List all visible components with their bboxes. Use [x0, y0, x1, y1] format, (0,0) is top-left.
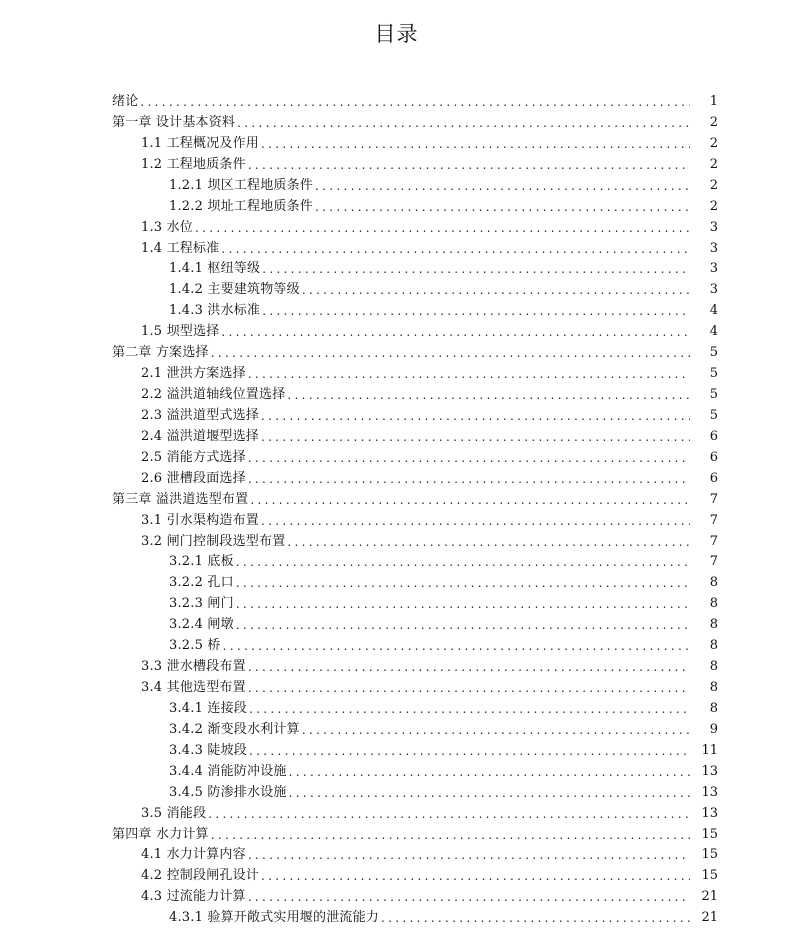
toc-entry-label: 2.3 溢洪道型式选择 [141, 407, 260, 423]
toc-entry[interactable] [169, 592, 718, 612]
toc-entry-label: 1.1 工程概况及作用 [141, 135, 260, 151]
toc-entry[interactable] [112, 488, 718, 508]
toc-entry[interactable] [141, 655, 718, 675]
toc-leader-dots [248, 847, 690, 863]
toc-entry-page-number: 3 [709, 219, 718, 235]
toc-entry[interactable] [141, 132, 718, 152]
toc-leader-dots [302, 722, 690, 738]
toc-entry[interactable] [112, 823, 718, 843]
toc-entry[interactable] [141, 802, 718, 822]
toc-entry-page-number: 1 [709, 94, 718, 109]
toc-entry[interactable] [141, 530, 718, 550]
toc-leader-dots [315, 178, 690, 194]
toc-entry-page-number: 21 [701, 889, 718, 905]
toc-entry-label: 2.2 溢洪道轴线位置选择 [141, 387, 286, 403]
toc-entry[interactable] [141, 509, 718, 529]
toc-leader-dots [249, 701, 690, 717]
toc-entry-label: 4.3 过流能力计算 [141, 889, 246, 905]
toc-entry-label: 3.3 泄水槽段布置 [141, 659, 246, 675]
toc-entry[interactable] [141, 237, 718, 257]
toc-entry-page-number: 5 [709, 407, 718, 423]
toc-entry[interactable] [169, 613, 718, 633]
toc-leader-dots [289, 764, 690, 780]
toc-leader-dots [261, 868, 690, 884]
toc-entry[interactable] [169, 299, 718, 319]
toc-leader-dots [248, 450, 690, 466]
toc-entry[interactable] [169, 550, 718, 570]
toc-entry[interactable] [141, 320, 718, 340]
toc-entry[interactable] [169, 697, 718, 717]
toc-entry-label: 第三章 溢洪道选型布置 [112, 491, 249, 507]
toc-entry-label: 1.2.2 坝址工程地质条件 [169, 198, 314, 214]
toc-entry[interactable] [141, 216, 718, 236]
toc-entry-page-number: 5 [709, 345, 718, 361]
toc-leader-dots [261, 136, 690, 152]
toc-leader-dots [249, 743, 690, 759]
toc-entry-page-number: 15 [701, 847, 718, 863]
toc-entry-label: 3.4.2 渐变段水利计算 [169, 721, 300, 737]
toc-entry-label: 3.2.5 桥 [169, 638, 221, 654]
toc-entry-page-number: 7 [709, 512, 718, 528]
toc-leader-dots [221, 241, 690, 257]
toc-leader-dots [248, 889, 690, 905]
toc-entry-label: 3.2.1 底板 [169, 554, 234, 570]
toc-entry-page-number: 7 [709, 554, 718, 570]
toc-entry-page-number: 13 [701, 805, 718, 821]
toc-leader-dots [287, 387, 690, 403]
toc-leader-dots [140, 94, 690, 110]
toc-leader-dots [289, 785, 690, 801]
toc-entry-page-number: 7 [709, 533, 718, 549]
toc-entry-label: 3.1 引水渠构造布置 [141, 512, 260, 528]
toc-entry[interactable] [141, 383, 718, 403]
toc-entry-page-number: 8 [709, 700, 718, 716]
toc-entry[interactable] [169, 257, 718, 277]
toc-leader-dots [248, 157, 690, 173]
toc-entry-page-number: 3 [709, 240, 718, 256]
toc-leader-dots [287, 534, 690, 550]
toc-leader-dots [237, 115, 690, 131]
toc-entry-label: 3.5 消能段 [141, 805, 207, 821]
toc-leader-dots [250, 492, 690, 508]
toc-leader-dots [262, 261, 690, 277]
toc-entry[interactable] [169, 174, 718, 194]
toc-leader-dots [221, 324, 690, 340]
toc-entry-label: 3.4.5 防渗排水设施 [169, 784, 287, 800]
toc-entry[interactable] [112, 90, 718, 110]
toc-entry-page-number: 4 [709, 324, 718, 340]
toc-leader-dots [211, 345, 690, 361]
toc-entry-label: 1.4.1 枢纽等级 [169, 261, 261, 277]
toc-entry-label: 2.5 消能方式选择 [141, 449, 246, 465]
toc-entry[interactable] [169, 718, 718, 738]
toc-entry-label: 3.4.1 连接段 [169, 700, 248, 716]
toc-entry-page-number: 21 [701, 910, 718, 926]
toc-leader-dots [248, 366, 690, 382]
toc-entry-page-number: 8 [709, 596, 718, 612]
toc-entry-label: 2.4 溢洪道堰型选择 [141, 428, 260, 444]
toc-leader-dots [261, 408, 690, 424]
toc-leader-dots [195, 220, 690, 236]
toc-entry-page-number: 6 [709, 470, 718, 486]
toc-entry-page-number: 8 [709, 659, 718, 675]
toc-entry-label: 1.4.2 主要建筑物等级 [169, 282, 300, 298]
toc-entry[interactable] [169, 278, 718, 298]
toc-entry-page-number: 2 [709, 198, 718, 214]
toc-leader-dots [236, 575, 690, 591]
toc-leader-dots [262, 303, 690, 319]
toc-entry[interactable] [141, 864, 718, 884]
toc-entry-label: 1.2.1 坝区工程地质条件 [169, 177, 314, 193]
toc-entry-label: 4.3.1 验算开敞式实用堰的泄流能力 [169, 910, 380, 926]
toc-leader-dots [223, 638, 690, 654]
toc-entry-page-number: 15 [701, 868, 718, 884]
toc-entry[interactable] [169, 634, 718, 654]
toc-entry-page-number: 7 [709, 491, 718, 507]
toc-entry-label: 3.4 其他选型布置 [141, 680, 246, 696]
toc-entry-page-number: 8 [709, 638, 718, 654]
toc-entry-page-number: 13 [701, 763, 718, 779]
toc-leader-dots [236, 554, 690, 570]
toc-entry[interactable] [169, 739, 718, 759]
toc-entry[interactable] [141, 843, 718, 863]
toc-entry-page-number: 6 [709, 449, 718, 465]
toc-entry-label: 1.3 水位 [141, 219, 194, 235]
toc-entry[interactable] [141, 404, 718, 424]
toc-entry-page-number: 3 [709, 282, 718, 298]
toc-entry-label: 1.2 工程地质条件 [141, 156, 246, 172]
toc-entry-label: 1.4 工程标准 [141, 240, 220, 256]
toc-entry-label: 第二章 方案选择 [112, 345, 209, 361]
toc-leader-dots [236, 596, 690, 612]
toc-leader-dots [248, 659, 690, 675]
toc-entry[interactable] [141, 362, 718, 382]
toc-entry-label: 第四章 水力计算 [112, 826, 209, 842]
toc-leader-dots [261, 513, 690, 529]
toc-entry-label: 3.4.3 陡坡段 [169, 742, 248, 758]
toc-entry[interactable] [141, 446, 718, 466]
toc-leader-dots [248, 471, 690, 487]
toc-entry-label: 3.2.4 闸墩 [169, 617, 234, 633]
toc-entry[interactable] [112, 111, 718, 131]
toc-leader-dots [248, 680, 690, 696]
toc-entry-page-number: 8 [709, 575, 718, 591]
toc-entry[interactable] [112, 341, 718, 361]
toc-leader-dots [236, 617, 690, 633]
toc-entry-page-number: 11 [701, 742, 718, 758]
toc-leader-dots [211, 827, 690, 843]
toc-entry[interactable] [141, 153, 718, 173]
toc-entry-page-number: 5 [709, 387, 718, 403]
toc-entry-page-number: 2 [709, 177, 718, 193]
toc-entry-page-number: 6 [709, 428, 718, 444]
toc-leader-dots [381, 910, 690, 926]
toc-leader-dots [208, 806, 690, 822]
toc-entry-label: 绪论 [112, 94, 139, 109]
toc-entry[interactable] [169, 571, 718, 591]
toc-entry[interactable] [169, 906, 718, 926]
toc-entry[interactable] [141, 885, 718, 905]
toc-leader-dots [261, 429, 690, 445]
toc-entry[interactable] [141, 425, 718, 445]
toc-entry-page-number: 9 [709, 721, 718, 737]
toc-entry-page-number: 2 [709, 135, 718, 151]
toc-entry[interactable] [169, 781, 718, 801]
toc-entry-page-number: 5 [709, 366, 718, 382]
toc-leader-dots [302, 282, 690, 298]
toc-entry-page-number: 2 [709, 156, 718, 172]
toc-entry[interactable] [169, 195, 718, 215]
toc-entry-label: 3.2.2 孔口 [169, 575, 234, 591]
toc-entry-page-number: 3 [709, 261, 718, 277]
toc-entry-label: 2.6 泄槽段面选择 [141, 470, 246, 486]
toc-entry[interactable] [141, 676, 718, 696]
toc-entry-label: 1.5 坝型选择 [141, 324, 220, 340]
toc-entry[interactable] [169, 760, 718, 780]
toc-entry-label: 3.4.4 消能防冲设施 [169, 763, 287, 779]
toc-entry-page-number: 13 [701, 784, 718, 800]
toc-entry-page-number: 2 [709, 114, 718, 130]
toc-entry-label: 3.2.3 闸门 [169, 596, 234, 612]
toc-entry-label: 1.4.3 洪水标准 [169, 303, 261, 319]
toc-entry-page-number: 8 [709, 680, 718, 696]
toc-entry-label: 3.2 闸门控制段选型布置 [141, 533, 286, 549]
toc-entry-page-number: 8 [709, 617, 718, 633]
toc-entry-label: 4.2 控制段闸孔设计 [141, 868, 260, 884]
toc-leader-dots [315, 199, 690, 215]
toc-entry-page-number: 4 [709, 303, 718, 319]
toc-entry[interactable] [141, 467, 718, 487]
toc-entry-label: 2.1 泄洪方案选择 [141, 366, 246, 382]
toc-entry-label: 第一章 设计基本资料 [112, 114, 236, 130]
toc-entry-label: 4.1 水力计算内容 [141, 847, 246, 863]
toc-entry-page-number: 15 [701, 826, 718, 842]
page-title: 目录 [374, 22, 419, 46]
